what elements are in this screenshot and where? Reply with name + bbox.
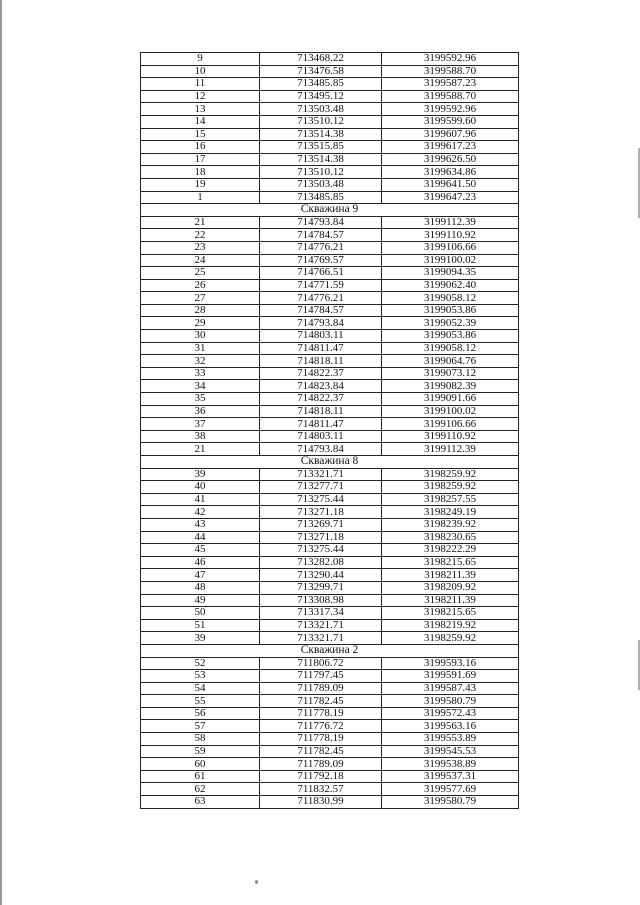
table-row — [141, 317, 519, 330]
y-coordinate-cell: 3199106.66 — [382, 241, 519, 254]
x-coordinate-cell: 713321.71 — [260, 632, 382, 645]
y-coordinate-cell: 3198230.65 — [382, 531, 519, 544]
table-row — [141, 783, 519, 796]
table-row — [141, 493, 519, 506]
section-heading: Скважина 2 — [141, 644, 519, 657]
point-number-cell: 60 — [141, 758, 260, 771]
point-number-cell: 61 — [141, 770, 260, 783]
x-coordinate-cell: 711789.09 — [260, 758, 382, 771]
point-number-cell: 26 — [141, 279, 260, 292]
table-row — [141, 733, 519, 746]
table-row — [141, 53, 519, 66]
table-row — [141, 241, 519, 254]
y-coordinate-cell: 3199553.89 — [382, 733, 519, 746]
y-coordinate-cell: 3199062.40 — [382, 279, 519, 292]
x-coordinate-cell: 713468.22 — [260, 53, 382, 66]
section-heading-row — [141, 456, 519, 469]
coordinates-table-body — [141, 53, 519, 809]
x-coordinate-cell: 713271.18 — [260, 506, 382, 519]
point-number-cell: 53 — [141, 670, 260, 683]
point-number-cell: 52 — [141, 657, 260, 670]
y-coordinate-cell: 3198259.92 — [382, 632, 519, 645]
y-coordinate-cell: 3199626.50 — [382, 153, 519, 166]
point-number-cell: 42 — [141, 506, 260, 519]
point-number-cell: 1 — [141, 191, 260, 204]
point-number-cell: 62 — [141, 783, 260, 796]
table-row — [141, 267, 519, 280]
x-coordinate-cell: 714784.57 — [260, 229, 382, 242]
x-coordinate-cell: 711789.09 — [260, 682, 382, 695]
x-coordinate-cell: 713510.12 — [260, 115, 382, 128]
y-coordinate-cell: 3199580.79 — [382, 796, 519, 809]
point-number-cell: 51 — [141, 619, 260, 632]
y-coordinate-cell: 3199112.39 — [382, 216, 519, 229]
point-number-cell: 12 — [141, 90, 260, 103]
point-number-cell: 49 — [141, 594, 260, 607]
x-coordinate-cell: 711806.72 — [260, 657, 382, 670]
table-row — [141, 556, 519, 569]
y-coordinate-cell: 3199580.79 — [382, 695, 519, 708]
y-coordinate-cell: 3199058.12 — [382, 342, 519, 355]
y-coordinate-cell: 3199545.53 — [382, 745, 519, 758]
point-number-cell: 59 — [141, 745, 260, 758]
point-number-cell: 33 — [141, 367, 260, 380]
point-number-cell: 48 — [141, 581, 260, 594]
x-coordinate-cell: 714771.59 — [260, 279, 382, 292]
point-number-cell: 56 — [141, 707, 260, 720]
x-coordinate-cell: 713321.71 — [260, 468, 382, 481]
y-coordinate-cell: 3199053.86 — [382, 304, 519, 317]
table-row — [141, 581, 519, 594]
y-coordinate-cell: 3199082.39 — [382, 380, 519, 393]
y-coordinate-cell: 3199538.89 — [382, 758, 519, 771]
page-edge-left — [0, 0, 2, 905]
table-row — [141, 481, 519, 494]
x-coordinate-cell: 714823.84 — [260, 380, 382, 393]
x-coordinate-cell: 713485.85 — [260, 191, 382, 204]
y-coordinate-cell: 3199599.60 — [382, 115, 519, 128]
table-row — [141, 569, 519, 582]
x-coordinate-cell: 711778.19 — [260, 733, 382, 746]
x-coordinate-cell: 713269.71 — [260, 518, 382, 531]
point-number-cell: 46 — [141, 556, 260, 569]
x-coordinate-cell: 711782.45 — [260, 745, 382, 758]
point-number-cell: 9 — [141, 53, 260, 66]
x-coordinate-cell: 714776.21 — [260, 292, 382, 305]
x-coordinate-cell: 713485.85 — [260, 78, 382, 91]
point-number-cell: 27 — [141, 292, 260, 305]
section-heading: Скважина 8 — [141, 456, 519, 469]
point-number-cell: 24 — [141, 254, 260, 267]
point-number-cell: 39 — [141, 468, 260, 481]
table-row — [141, 393, 519, 406]
table-row — [141, 796, 519, 809]
table-row — [141, 128, 519, 141]
point-number-cell: 63 — [141, 796, 260, 809]
y-coordinate-cell: 3198249.19 — [382, 506, 519, 519]
point-number-cell: 36 — [141, 405, 260, 418]
table-row — [141, 607, 519, 620]
x-coordinate-cell: 714793.84 — [260, 317, 382, 330]
point-number-cell: 58 — [141, 733, 260, 746]
table-row — [141, 153, 519, 166]
y-coordinate-cell: 3199634.86 — [382, 166, 519, 179]
y-coordinate-cell: 3198215.65 — [382, 607, 519, 620]
table-row — [141, 103, 519, 116]
point-number-cell: 11 — [141, 78, 260, 91]
point-number-cell: 50 — [141, 607, 260, 620]
y-coordinate-cell: 3198257.55 — [382, 493, 519, 506]
coordinates-table — [140, 52, 519, 809]
table-row — [141, 619, 519, 632]
y-coordinate-cell: 3199593.16 — [382, 657, 519, 670]
table-row — [141, 178, 519, 191]
table-row — [141, 342, 519, 355]
y-coordinate-cell: 3199094.35 — [382, 267, 519, 280]
table-row — [141, 355, 519, 368]
point-number-cell: 35 — [141, 393, 260, 406]
table-row — [141, 443, 519, 456]
table-row — [141, 279, 519, 292]
point-number-cell: 57 — [141, 720, 260, 733]
section-heading: Скважина 9 — [141, 204, 519, 217]
point-number-cell: 54 — [141, 682, 260, 695]
y-coordinate-cell: 3198259.92 — [382, 468, 519, 481]
y-coordinate-cell: 3199587.23 — [382, 78, 519, 91]
x-coordinate-cell: 714818.11 — [260, 355, 382, 368]
table-row — [141, 770, 519, 783]
x-coordinate-cell: 711776.72 — [260, 720, 382, 733]
table-row — [141, 531, 519, 544]
point-number-cell: 10 — [141, 65, 260, 78]
point-number-cell: 31 — [141, 342, 260, 355]
table-row — [141, 216, 519, 229]
x-coordinate-cell: 714818.11 — [260, 405, 382, 418]
point-number-cell: 43 — [141, 518, 260, 531]
y-coordinate-cell: 3199112.39 — [382, 443, 519, 456]
point-number-cell: 28 — [141, 304, 260, 317]
y-coordinate-cell: 3198219.92 — [382, 619, 519, 632]
x-coordinate-cell: 713514.38 — [260, 153, 382, 166]
y-coordinate-cell: 3199106.66 — [382, 418, 519, 431]
point-number-cell: 14 — [141, 115, 260, 128]
x-coordinate-cell: 714793.84 — [260, 443, 382, 456]
x-coordinate-cell: 711797.45 — [260, 670, 382, 683]
y-coordinate-cell: 3199100.02 — [382, 254, 519, 267]
table-row — [141, 695, 519, 708]
table-row — [141, 518, 519, 531]
x-coordinate-cell: 713282.08 — [260, 556, 382, 569]
table-row — [141, 330, 519, 343]
x-coordinate-cell: 713299.71 — [260, 581, 382, 594]
y-coordinate-cell: 3198209.92 — [382, 581, 519, 594]
x-coordinate-cell: 713510.12 — [260, 166, 382, 179]
table-row — [141, 254, 519, 267]
section-heading-row — [141, 644, 519, 657]
point-number-cell: 34 — [141, 380, 260, 393]
point-number-cell: 16 — [141, 141, 260, 154]
y-coordinate-cell: 3199073.12 — [382, 367, 519, 380]
table-row — [141, 632, 519, 645]
x-coordinate-cell: 713290.44 — [260, 569, 382, 582]
table-row — [141, 367, 519, 380]
table-row — [141, 468, 519, 481]
x-coordinate-cell: 714793.84 — [260, 216, 382, 229]
y-coordinate-cell: 3199100.02 — [382, 405, 519, 418]
y-coordinate-cell: 3198215.65 — [382, 556, 519, 569]
y-coordinate-cell: 3199641.50 — [382, 178, 519, 191]
y-coordinate-cell: 3199647.23 — [382, 191, 519, 204]
y-coordinate-cell: 3199587.43 — [382, 682, 519, 695]
y-coordinate-cell: 3199592.96 — [382, 103, 519, 116]
x-coordinate-cell: 713277.71 — [260, 481, 382, 494]
y-coordinate-cell: 3199617.23 — [382, 141, 519, 154]
point-number-cell: 23 — [141, 241, 260, 254]
x-coordinate-cell: 711778.19 — [260, 707, 382, 720]
point-number-cell: 47 — [141, 569, 260, 582]
y-coordinate-cell: 3199588.70 — [382, 65, 519, 78]
y-coordinate-cell: 3199058.12 — [382, 292, 519, 305]
point-number-cell: 21 — [141, 216, 260, 229]
section-heading-row — [141, 204, 519, 217]
x-coordinate-cell: 714811.47 — [260, 418, 382, 431]
table-row — [141, 380, 519, 393]
x-coordinate-cell: 714766.51 — [260, 267, 382, 280]
point-number-cell: 18 — [141, 166, 260, 179]
x-coordinate-cell: 713308.98 — [260, 594, 382, 607]
point-number-cell: 19 — [141, 178, 260, 191]
y-coordinate-cell: 3199052.39 — [382, 317, 519, 330]
table-row — [141, 506, 519, 519]
point-number-cell: 30 — [141, 330, 260, 343]
y-coordinate-cell: 3199110.92 — [382, 229, 519, 242]
point-number-cell: 29 — [141, 317, 260, 330]
x-coordinate-cell: 711832.57 — [260, 783, 382, 796]
x-coordinate-cell: 713275.44 — [260, 544, 382, 557]
table-row — [141, 90, 519, 103]
table-row — [141, 758, 519, 771]
point-number-cell: 22 — [141, 229, 260, 242]
y-coordinate-cell: 3199572.43 — [382, 707, 519, 720]
point-number-cell: 21 — [141, 443, 260, 456]
point-number-cell: 37 — [141, 418, 260, 431]
point-number-cell: 25 — [141, 267, 260, 280]
x-coordinate-cell: 711830.99 — [260, 796, 382, 809]
point-number-cell: 41 — [141, 493, 260, 506]
y-coordinate-cell: 3199537.31 — [382, 770, 519, 783]
x-coordinate-cell: 714822.37 — [260, 367, 382, 380]
x-coordinate-cell: 711782.45 — [260, 695, 382, 708]
table-row — [141, 292, 519, 305]
x-coordinate-cell: 713275.44 — [260, 493, 382, 506]
table-row — [141, 430, 519, 443]
x-coordinate-cell: 714803.11 — [260, 330, 382, 343]
y-coordinate-cell: 3198239.92 — [382, 518, 519, 531]
x-coordinate-cell: 713495.12 — [260, 90, 382, 103]
table-row — [141, 229, 519, 242]
table-row — [141, 115, 519, 128]
x-coordinate-cell: 713503.48 — [260, 178, 382, 191]
table-row — [141, 78, 519, 91]
point-number-cell: 38 — [141, 430, 260, 443]
point-number-cell: 45 — [141, 544, 260, 557]
table-row — [141, 594, 519, 607]
table-row — [141, 418, 519, 431]
point-number-cell: 15 — [141, 128, 260, 141]
y-coordinate-cell: 3199053.86 — [382, 330, 519, 343]
x-coordinate-cell: 714811.47 — [260, 342, 382, 355]
table-row — [141, 707, 519, 720]
y-coordinate-cell: 3198259.92 — [382, 481, 519, 494]
point-number-cell: 44 — [141, 531, 260, 544]
x-coordinate-cell: 714784.57 — [260, 304, 382, 317]
table-row — [141, 65, 519, 78]
y-coordinate-cell: 3199577.69 — [382, 783, 519, 796]
y-coordinate-cell: 3199064.76 — [382, 355, 519, 368]
x-coordinate-cell: 713317.34 — [260, 607, 382, 620]
x-coordinate-cell: 713503.48 — [260, 103, 382, 116]
x-coordinate-cell: 713514.38 — [260, 128, 382, 141]
x-coordinate-cell: 713321.71 — [260, 619, 382, 632]
y-coordinate-cell: 3199607.96 — [382, 128, 519, 141]
point-number-cell: 17 — [141, 153, 260, 166]
x-coordinate-cell: 714803.11 — [260, 430, 382, 443]
point-number-cell: 13 — [141, 103, 260, 116]
point-number-cell: 55 — [141, 695, 260, 708]
point-number-cell: 32 — [141, 355, 260, 368]
y-coordinate-cell: 3198222.29 — [382, 544, 519, 557]
x-coordinate-cell: 713515.85 — [260, 141, 382, 154]
scan-speck — [255, 880, 258, 884]
table-row — [141, 304, 519, 317]
x-coordinate-cell: 713476.58 — [260, 65, 382, 78]
table-row — [141, 720, 519, 733]
table-row — [141, 745, 519, 758]
table-row — [141, 544, 519, 557]
table-row — [141, 166, 519, 179]
table-row — [141, 657, 519, 670]
y-coordinate-cell: 3199110.92 — [382, 430, 519, 443]
x-coordinate-cell: 714769.57 — [260, 254, 382, 267]
table-row — [141, 191, 519, 204]
y-coordinate-cell: 3198211.39 — [382, 594, 519, 607]
y-coordinate-cell: 3198211.39 — [382, 569, 519, 582]
point-number-cell: 40 — [141, 481, 260, 494]
y-coordinate-cell: 3199592.96 — [382, 53, 519, 66]
y-coordinate-cell: 3199563.16 — [382, 720, 519, 733]
x-coordinate-cell: 713271.18 — [260, 531, 382, 544]
table-row — [141, 670, 519, 683]
table-row — [141, 405, 519, 418]
x-coordinate-cell: 711792.18 — [260, 770, 382, 783]
table-row — [141, 141, 519, 154]
point-number-cell: 39 — [141, 632, 260, 645]
x-coordinate-cell: 714822.37 — [260, 393, 382, 406]
table-row — [141, 682, 519, 695]
y-coordinate-cell: 3199591.69 — [382, 670, 519, 683]
y-coordinate-cell: 3199091.66 — [382, 393, 519, 406]
x-coordinate-cell: 714776.21 — [260, 241, 382, 254]
y-coordinate-cell: 3199588.70 — [382, 90, 519, 103]
